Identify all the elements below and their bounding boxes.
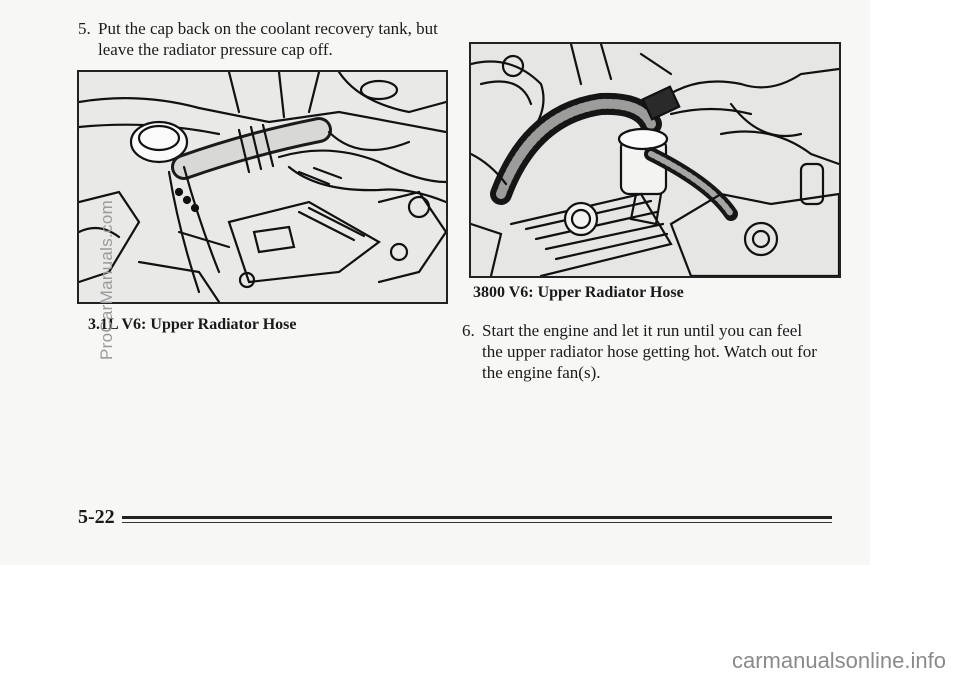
page-number: 5-22: [78, 506, 115, 528]
side-watermark: ProCarManuals.com: [97, 199, 116, 360]
footer-rule: [122, 516, 832, 519]
footer-rule-thin: [122, 522, 832, 523]
engine-drawing-3-1l: [79, 72, 446, 302]
engine-illustration-3-1l: [77, 70, 448, 304]
engine-drawing-3800: [471, 44, 839, 276]
step-number: 5.: [78, 19, 91, 38]
figure-caption-3-1l: 3.1L V6: Upper Radiator Hose: [88, 316, 297, 333]
figure-caption-3800: 3800 V6: Upper Radiator Hose: [473, 284, 684, 301]
step-text: Put the cap back on the coolant recovery tank, but leave the radiator pressure cap off.: [98, 19, 438, 59]
step-text: Start the engine and let it run until you can feel the upper radiator hose getting hot. Watch out for the engine fan(s).: [482, 321, 817, 382]
bottom-watermark: carmanualsonline.info: [731, 648, 946, 673]
engine-illustration-3800: [469, 42, 841, 278]
step-number: 6.: [462, 321, 475, 340]
